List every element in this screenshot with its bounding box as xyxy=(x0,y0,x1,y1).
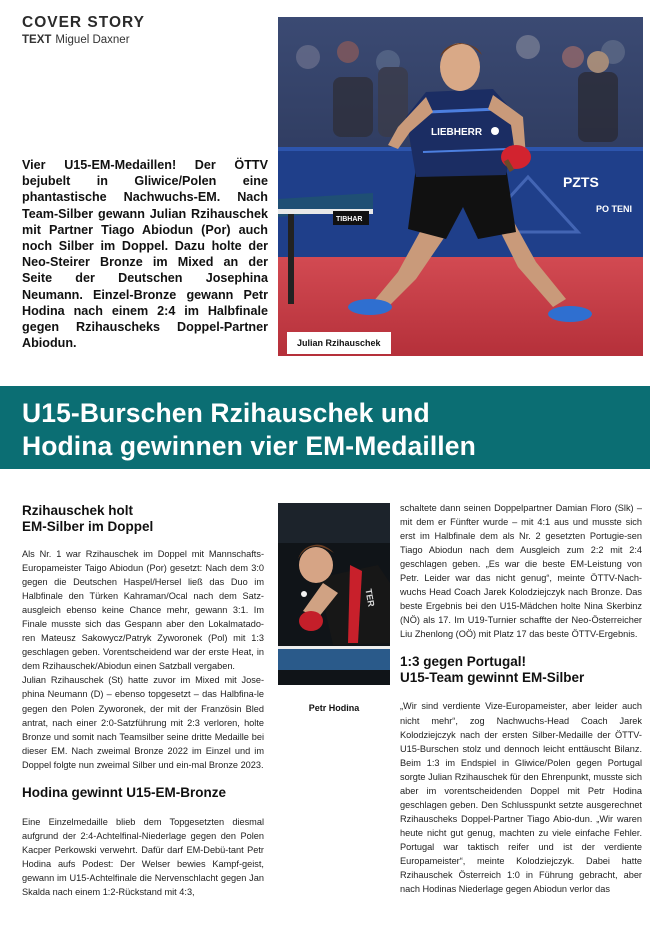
paragraph: Eine Einzelmedaille blieb dem Topgesetzten diesmal aufgrund der 2:4-Achtelfinal-Niederlage gegen den Polen Kacper Perkowski verwehrt. Dafür darf EM-Debü-tant Petr Hodina aufs Podest: Der Welser bewies Kampf-geist, gewann im U15-Achtelfinale die Nervenschlacht gegen Jan Skalda nach einem 1:2-Rückstand mit 4:3, xyxy=(22,816,264,897)
byline xyxy=(22,34,130,46)
section-heading-doppel-line-1: Rzihauschek holt xyxy=(22,503,134,518)
section-heading-team-line-2: U15-Team gewinnt EM-Silber xyxy=(400,670,585,686)
section-heading-team-line-1: 1:3 gegen Portugal! xyxy=(400,654,527,670)
second-photo xyxy=(278,503,390,685)
paragraph: schaltete dann seinen Doppelpartner Damian Floro (Slk) – mit dem er Fünfter wurde – mit 4:1 aus und musste sich erst im Halbfinale dem als Nr. 2 gesetzten Portugie-sen Tiago Abiodun nach dem Ausgleich zum 2:2 mit 2:4 geschlagen geben. „Es war die beste EM-Leistung von Petr. Leider war das nicht genug“, meinte ÖTTV-Nach-wuchs Head Coach Jarek Kolodziejczyk nach Bronze. Das beste Ergebnis bei den U15-Mädchen holte Nina Skerbinz (NÖ) als 17. Im U19-Turnier schaffte der Neo-Österreicher Liu Zhenlong (OÖ) mit Platz 17 das beste ÖTTV-Ergebnis. xyxy=(400,503,642,640)
byline-author: Miguel Daxner xyxy=(55,34,130,46)
section-heading-doppel xyxy=(22,503,264,535)
section-heading-team xyxy=(400,654,642,686)
main-photo xyxy=(278,17,643,356)
column-right xyxy=(400,501,642,896)
headline-line-1: U15-Burschen Rzihauschek und xyxy=(22,398,430,428)
headline-line-2: Hodina gewinnen vier EM-Medaillen xyxy=(22,431,476,461)
byline-label: TEXT xyxy=(22,34,52,46)
paragraph: „Wir sind verdiente Vize-Europameister, aber leider auch nicht mehr“, zog Nachwuchs-Head Coach Jarek Kolodziejczyk nach der ersten Silber-Medaille der ÖTTV-U15-Burschen stolz und dennoch leicht enttäuscht Bilanz. Beim 1:3 im Endspiel in Gliwice/Polen gegen Portugal sorgte Julian Rzihauschek für den Ehrenpunkt, musste sich aber im vorentscheidenden Doppel mit Petr Hodina geschlagen geben. Den Schlusspunkt setzte ausgerechnet Rzihauscheks Doppel-Partner Tiago Abio-dun. „Wir waren heute nicht gut genug, machten zu viele einfache Fehler. Portugal war taktisch reifer und ist der verdiente Europameister“, meinte Kolodziejczyk. Dabei hatte Rzihauschek Österreich 1:0 in Führung gebracht, aber nach Hodinas Niederlage gegen Abiodun verlor das xyxy=(400,701,642,895)
column-left xyxy=(22,503,264,899)
section-kicker: COVER STORY xyxy=(22,14,145,31)
paragraph: Julian Rzihauschek (St) hatte zuvor im Mixed mit Jose-phina Neumann (D) – ebenso topgesetzt – das Halbfina-le gegen den Polen Zyworonek, der mit der Französin Bled antrat, nach einer 2:0-Satzführung mit 2:3 verloren, holte Bronze und somit nach Teamsilber seine dritte Medaille bei dieser EM. Nach zweimal Bronze 2022 im Einzel und im Doppel folgte nun zweimal Silber und ein-mal Bronze 2023. xyxy=(22,675,264,770)
lede-paragraph: Vier U15-EM-Medaillen! Der ÖTTV bejubelt in Gliwice/Polen eine phantastische Nachwuchs-EM. Nach Team-Silber gewann Julian Rzihauschek mit Partner Tiago Abiodun (Por) auch noch Silber im Doppel. Dazu holte der Neo-Steirer Bronze im Mixed an der Seite der Deutschen Josephina Neumann. Einzel-Bronze gewann Petr Hodina nach einem 2:4 im Halbfinale gegen Rzihauscheks Doppel-Partner Abiodun. xyxy=(22,158,268,351)
shirt-text: TER xyxy=(363,588,377,608)
shirt-sponsor: LIEBHERR xyxy=(431,127,483,138)
section-heading-doppel-line-2: EM-Silber im Doppel xyxy=(22,519,154,534)
player-illustration xyxy=(278,17,643,356)
section-heading-bronze: Hodina gewinnt U15-EM-Bronze xyxy=(22,784,227,800)
paragraph: Als Nr. 1 war Rzihauschek im Doppel mit Mannschafts-Europameister Taigo Abiodun (Por) gesetzt: Nach dem 3:0 gegen die Deutschen Haspel/Hersel ließ das Duo im Halbfinale den Türken Kahraman/Ocal nach dem Satz-ausgleich ebenso keine Chance mehr, gewann 3:1. Im Finale musste sich das Gespann aber den Lokalmatado-ren Mateusz Sakowycz/Patryk Zyworonek (Pol) mit 1:3 geschlagen geben. Vorentscheidend war der erste Heat, in dem Rzihauschek/Abiodun einen Satzball vergaben. xyxy=(22,549,264,672)
board-text-tenis: PO TENI xyxy=(596,204,633,214)
table-brand: TIBHAR xyxy=(336,216,363,223)
second-photo-caption: Petr Hodina xyxy=(308,703,360,713)
headline xyxy=(22,397,637,463)
hodina-illustration xyxy=(278,503,390,685)
headline-banner xyxy=(0,386,650,469)
board-text-pzts: PZTS xyxy=(563,174,599,190)
main-photo-caption: Julian Rzihauschek xyxy=(287,332,391,354)
